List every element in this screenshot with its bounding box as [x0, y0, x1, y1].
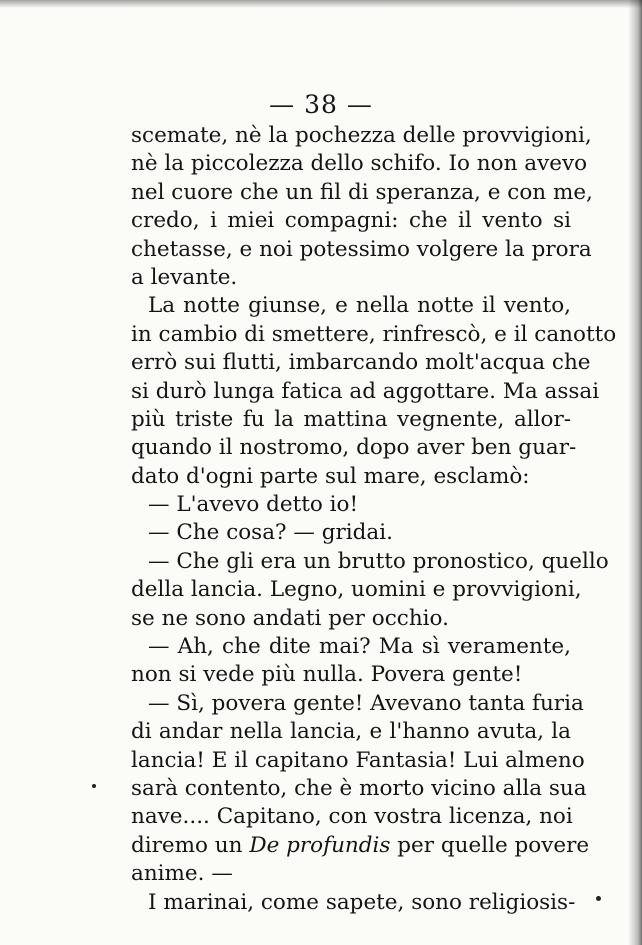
print-speck — [596, 896, 601, 901]
text-line: nè la piccolezza dello schifo. Io non avevo — [131, 151, 588, 177]
text-line: nave.... Capitano, con vostra licenza, noi — [131, 804, 573, 830]
text-line: — Che gli era un brutto pronostico, quello — [148, 548, 609, 574]
text-line: lancia! E il capitano Fantasia! Lui almeno — [131, 747, 585, 773]
text-line: — Ah, che dite mai? Ma sì veramente, — [148, 634, 571, 660]
text-line: sarà contento, che è morto vicino alla sua — [131, 775, 587, 801]
text-line: più triste fu la mattina vegnente, allor- — [131, 406, 571, 432]
text-line: — Che cosa? — gridai. — [148, 520, 393, 546]
text-line: quando il nostromo, dopo aver ben guar- — [131, 435, 577, 461]
print-speck — [92, 784, 96, 788]
text-line: La notte giunse, e nella notte il vento, — [148, 293, 571, 319]
page-number: — 38 — — [269, 90, 373, 119]
text-line: in cambio di smettere, rinfrescò, e il canotto — [131, 321, 617, 347]
text-line: I marinai, come sapete, sono religiosis- — [148, 889, 576, 915]
text-line: scemate, nè la pochezza delle provvigioni, — [131, 123, 592, 148]
text-line: a levante. — [131, 264, 238, 290]
text-line: errò sui flutti, imbarcando molt'acqua che — [131, 350, 591, 376]
text-line: anime. — — [131, 861, 233, 887]
text-line: della lancia. Legno, uomini e provvigioni, — [131, 577, 582, 603]
text-line: se ne sono andati per occhio. — [131, 605, 449, 631]
text-line: non si vede più nulla. Povera gente! — [131, 662, 523, 688]
text-line: — Sì, povera gente! Avevano tanta furia — [148, 690, 584, 716]
page-top-shadow — [0, 0, 642, 8]
text-line: diremo un De profundis per quelle povere — [131, 832, 590, 858]
text-line: nel cuore che un fil di speranza, e con me, — [131, 179, 593, 205]
text-line: dato d'ogni parte sul mare, esclamò: — [131, 463, 530, 489]
text-line: si durò lunga fatica ad aggottare. Ma assai — [131, 378, 600, 404]
latin-phrase: De profundis — [249, 832, 391, 858]
text-line: credo, i miei compagni: che il vento si — [131, 208, 571, 234]
text-line: chetasse, e noi potessimo volgere la prora — [131, 236, 592, 262]
body-text — [131, 122, 617, 917]
page-binding-shadow — [628, 0, 642, 945]
text-line: di andar nella lancia, e l'hanno avuta, la — [131, 719, 571, 745]
text-line: — L'avevo detto io! — [148, 492, 359, 518]
